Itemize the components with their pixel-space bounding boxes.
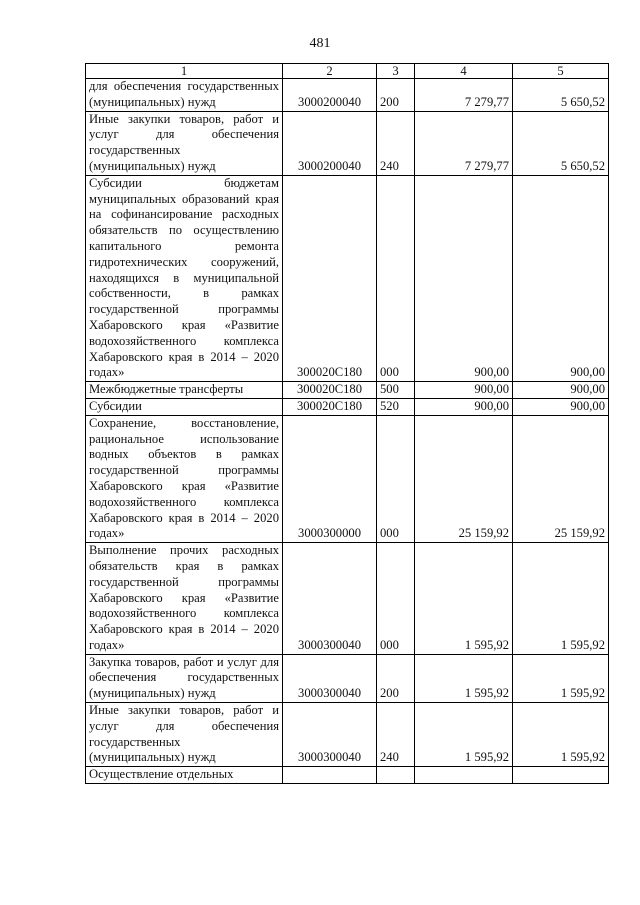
row-value-5: 5 650,52: [513, 79, 609, 112]
row-code: 300020С180: [283, 398, 377, 415]
row-code: [283, 767, 377, 784]
row-type: 200: [377, 654, 415, 702]
column-header-4: 4: [415, 64, 513, 79]
row-code: 3000300000: [283, 415, 377, 542]
row-description: Сохранение, восстановление, рациональное использование водных объектов в рамках государственной программы Хабаровского края «Развитие водохозяйственного комплекса Хабаровского края в 2014 – 2020 годах»: [86, 415, 283, 542]
row-value-4: 900,00: [415, 382, 513, 399]
table-row: [86, 767, 609, 784]
row-type: 000: [377, 415, 415, 542]
row-value-4: 1 595,92: [415, 654, 513, 702]
row-type: 200: [377, 79, 415, 112]
row-value-4: 900,00: [415, 398, 513, 415]
table-row: [86, 398, 609, 415]
row-value-4: 1 595,92: [415, 543, 513, 655]
row-code: 3000300040: [283, 703, 377, 767]
row-code: 3000300040: [283, 654, 377, 702]
row-code: 3000300040: [283, 543, 377, 655]
row-code: 300020С180: [283, 175, 377, 381]
row-value-5: 1 595,92: [513, 543, 609, 655]
row-type: 240: [377, 703, 415, 767]
table-row: [86, 415, 609, 542]
row-type: 000: [377, 543, 415, 655]
column-header-3: 3: [377, 64, 415, 79]
table-row: [86, 111, 609, 175]
row-description: для обеспечения государственных (муниципальных) нужд: [86, 79, 283, 112]
row-code: 3000200040: [283, 111, 377, 175]
row-description: Субсидии: [86, 398, 283, 415]
row-value-4: [415, 767, 513, 784]
row-type: 000: [377, 175, 415, 381]
row-type: 500: [377, 382, 415, 399]
table-row: [86, 543, 609, 655]
table-row: [86, 654, 609, 702]
row-code: 300020С180: [283, 382, 377, 399]
row-description: Осуществление отдельных: [86, 767, 283, 784]
row-description: Закупка товаров, работ и услуг для обеспечения государственных (муниципальных) нужд: [86, 654, 283, 702]
row-description: Субсидии бюджетам муниципальных образований края на софинансирование расходных обязательств по осуществлению капитального ремонта гидротехнических сооружений, находящихся в муниципальной собственности, в рамках государственной программы Хабаровского края «Развитие водохозяйственного комплекса Хабаровского края в 2014 – 2020 годах»: [86, 175, 283, 381]
page-number: 481: [309, 36, 331, 51]
row-value-5: 900,00: [513, 175, 609, 381]
table-row: [86, 382, 609, 399]
row-value-4: 1 595,92: [415, 703, 513, 767]
row-value-5: 900,00: [513, 398, 609, 415]
row-value-5: 25 159,92: [513, 415, 609, 542]
row-value-4: 900,00: [415, 175, 513, 381]
column-header-5: 5: [513, 64, 609, 79]
budget-table: [85, 63, 609, 784]
row-type: 240: [377, 111, 415, 175]
row-description: Иные закупки товаров, работ и услуг для обеспечения государственных (муниципальных) нужд: [86, 703, 283, 767]
row-description: Выполнение прочих расходных обязательств края в рамках государственной программы Хабаровского края «Развитие водохозяйственного комплекса Хабаровского края в 2014 – 2020 годах»: [86, 543, 283, 655]
row-value-5: 1 595,92: [513, 703, 609, 767]
row-description: Межбюджетные трансферты: [86, 382, 283, 399]
row-value-5: 1 595,92: [513, 654, 609, 702]
row-type: 520: [377, 398, 415, 415]
row-value-5: [513, 767, 609, 784]
table-row: [86, 79, 609, 112]
row-value-5: 5 650,52: [513, 111, 609, 175]
table-header-row: [86, 64, 609, 79]
row-value-4: 25 159,92: [415, 415, 513, 542]
row-value-4: 7 279,77: [415, 111, 513, 175]
row-value-5: 900,00: [513, 382, 609, 399]
row-type: [377, 767, 415, 784]
column-header-1: 1: [86, 64, 283, 79]
row-description: Иные закупки товаров, работ и услуг для обеспечения государственных (муниципальных) нужд: [86, 111, 283, 175]
table-row: [86, 703, 609, 767]
table-row: [86, 175, 609, 381]
row-value-4: 7 279,77: [415, 79, 513, 112]
column-header-2: 2: [283, 64, 377, 79]
row-code: 3000200040: [283, 79, 377, 112]
